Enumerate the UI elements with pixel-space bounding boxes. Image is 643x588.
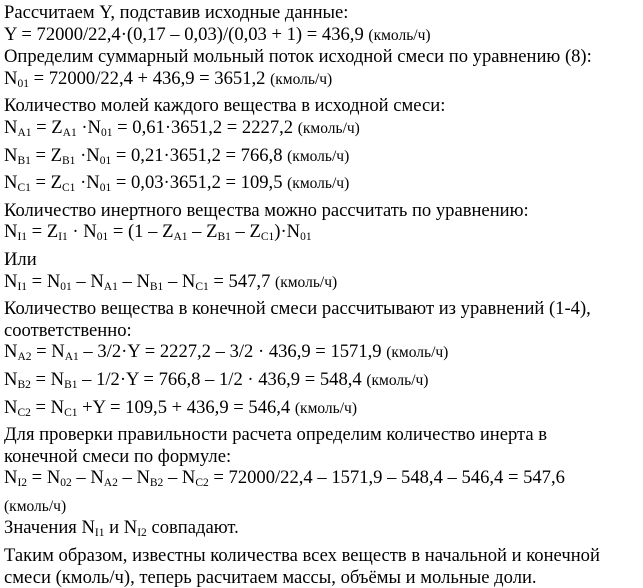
subscript: A1: [62, 126, 77, 139]
text-segment: ·N: [76, 116, 101, 138]
unit-label: (кмоль/ч): [297, 119, 360, 137]
document-line: [4, 298, 643, 320]
text-segment: смеси (кмоль/ч), теперь расчитаем массы, объёмы и мольные доли.: [4, 566, 537, 588]
unit-label: (кмоль/ч): [366, 371, 429, 389]
text-segment: = Z: [27, 221, 59, 243]
subscript: A2: [103, 477, 118, 490]
subscript: A1: [103, 280, 118, 293]
subscript: A1: [17, 126, 32, 139]
unit-label: (кмоль/ч): [294, 399, 358, 417]
text-segment: – 3/2·Y = 2227,2 – 3/2 · 436,9 = 1571,9: [78, 341, 387, 363]
subscript: 01: [101, 126, 113, 139]
unit-label: (кмоль/ч): [368, 26, 431, 44]
text-segment: = N: [30, 396, 65, 418]
unit-label: (кмоль/ч): [386, 344, 449, 362]
document-line: [4, 424, 643, 446]
text-segment: = Z: [31, 116, 63, 138]
subscript: C1: [64, 406, 78, 419]
text-segment: )·N: [274, 221, 301, 243]
subscript: I1: [17, 280, 28, 293]
text-segment: N: [4, 270, 18, 292]
subscript: C2: [17, 406, 31, 419]
text-segment: совпадают.: [146, 517, 239, 539]
text-segment: = Z: [30, 144, 63, 166]
document-line: [4, 467, 643, 495]
document-line: [4, 495, 643, 518]
subscript: B1: [64, 378, 78, 391]
text-segment: – Z: [230, 221, 261, 243]
subscript: I1: [17, 231, 28, 244]
document-line: [4, 517, 643, 545]
text-segment: N: [4, 368, 18, 390]
text-segment: = N: [27, 467, 61, 489]
text-segment: · N: [67, 221, 97, 243]
unit-label: (кмоль/ч): [270, 70, 333, 88]
subscript: B2: [17, 378, 31, 391]
text-segment: = N: [31, 341, 65, 363]
text-segment: – N: [163, 467, 196, 489]
document-line: [4, 249, 643, 271]
text-segment: N: [4, 67, 18, 89]
document-line: [4, 46, 643, 68]
document-line: [4, 397, 643, 425]
text-segment: – N: [117, 270, 150, 292]
document-line: [4, 221, 643, 249]
subscript: B2: [149, 477, 164, 490]
document-line: [4, 271, 643, 299]
text-segment: ·N: [75, 144, 100, 166]
text-segment: Определим суммарный мольный поток исходной смеси по уравнению (8):: [4, 46, 592, 68]
text-segment: N: [4, 221, 18, 243]
text-segment: = 72000/22,4 + 436,9 = 3651,2: [28, 67, 271, 89]
text-segment: Количество вещества в конечной смеси рассчитывают из уравнений (1-4),: [4, 298, 591, 320]
text-segment: и N: [104, 517, 138, 539]
text-segment: = N: [27, 270, 61, 292]
text-segment: N: [4, 144, 18, 166]
document-line: [4, 24, 643, 47]
subscript: C1: [62, 182, 76, 195]
text-segment: Y = 72000/22,4·(0,17 – 0,03)/(0,03 + 1) = 436,9: [4, 23, 369, 45]
text-segment: N: [4, 467, 18, 489]
subscript: A1: [64, 351, 79, 364]
unit-label: (кмоль/ч): [4, 497, 67, 515]
text-segment: N: [4, 396, 18, 418]
subscript: I1: [94, 527, 105, 540]
subscript: 01: [17, 77, 29, 90]
subscript: B1: [62, 154, 76, 167]
text-segment: Рассчитаем Y, подставив исходные данные:: [4, 2, 349, 23]
subscript: A2: [17, 351, 32, 364]
subscript: I2: [17, 477, 28, 490]
subscript: C2: [195, 477, 209, 490]
text-segment: = N: [30, 368, 65, 390]
document-line: [4, 545, 643, 567]
document-line: [4, 200, 643, 222]
text-segment: – N: [71, 467, 104, 489]
unit-label: (кмоль/ч): [275, 273, 338, 291]
text-segment: Количество инертного вещества можно рассчитать по уравнению:: [4, 199, 529, 221]
text-segment: = Z: [30, 172, 63, 194]
subscript: I2: [137, 527, 147, 540]
text-segment: N: [4, 116, 18, 138]
text-segment: N: [4, 341, 18, 363]
text-segment: – Z: [187, 221, 218, 243]
text-segment: = 0,61·3651,2 = 2227,2: [112, 116, 298, 138]
text-segment: – N: [117, 467, 150, 489]
unit-label: (кмоль/ч): [287, 175, 350, 193]
subscript: C1: [17, 182, 31, 195]
document-line: [4, 320, 643, 342]
text-segment: Таким образом, известны количества всех веществ в начальной и конечной: [4, 545, 600, 567]
document-line: [4, 2, 643, 24]
text-segment: конечной смеси по формуле:: [4, 445, 232, 467]
document-line: [4, 172, 643, 200]
document-line: [4, 95, 643, 117]
text-segment: = 72000/22,4 – 1571,9 – 548,4 – 546,4 = 547,6: [208, 467, 565, 489]
text-segment: N: [4, 172, 18, 194]
text-segment: – 1/2·Y = 766,8 – 1/2 · 436,9 = 548,4: [77, 368, 367, 390]
text-segment: Значения N: [4, 517, 95, 539]
document-line: [4, 117, 643, 145]
subscript: I1: [58, 231, 68, 244]
text-segment: Для проверки правильности расчета определим количество инерта в: [4, 424, 548, 446]
document-line: [4, 369, 643, 397]
unit-label: (кмоль/ч): [287, 147, 350, 165]
document-line: [4, 341, 643, 369]
document-line: [4, 567, 643, 588]
text-segment: соответственно:: [4, 319, 132, 341]
text-segment: – N: [71, 270, 104, 292]
text-segment: = 0,03·3651,2 = 109,5: [111, 172, 288, 194]
subscript: 01: [60, 280, 72, 293]
subscript: 01: [300, 231, 312, 244]
text-segment: Количество молей каждого вещества в исходной смеси:: [4, 95, 446, 117]
subscript: C1: [195, 280, 209, 293]
text-segment: +Y = 109,5 + 436,9 = 546,4: [77, 396, 295, 418]
text-segment: Или: [4, 248, 37, 270]
document-line: [4, 68, 643, 96]
text-segment: = 0,21·3651,2 = 766,8: [111, 144, 288, 166]
document-line: [4, 446, 643, 468]
text-segment: – N: [163, 270, 196, 292]
subscript: 02: [60, 477, 72, 490]
subscript: B1: [149, 280, 164, 293]
text-segment: = 547,7: [208, 270, 276, 292]
subscript: B1: [217, 231, 231, 244]
subscript: 01: [99, 154, 112, 167]
subscript: A1: [173, 231, 188, 244]
subscript: 01: [99, 182, 112, 195]
subscript: B1: [17, 154, 31, 167]
subscript: C1: [260, 231, 275, 244]
text-segment: = (1 – Z: [108, 221, 174, 243]
subscript: 01: [96, 231, 109, 244]
text-segment: ·N: [75, 172, 100, 194]
document-line: [4, 145, 643, 173]
